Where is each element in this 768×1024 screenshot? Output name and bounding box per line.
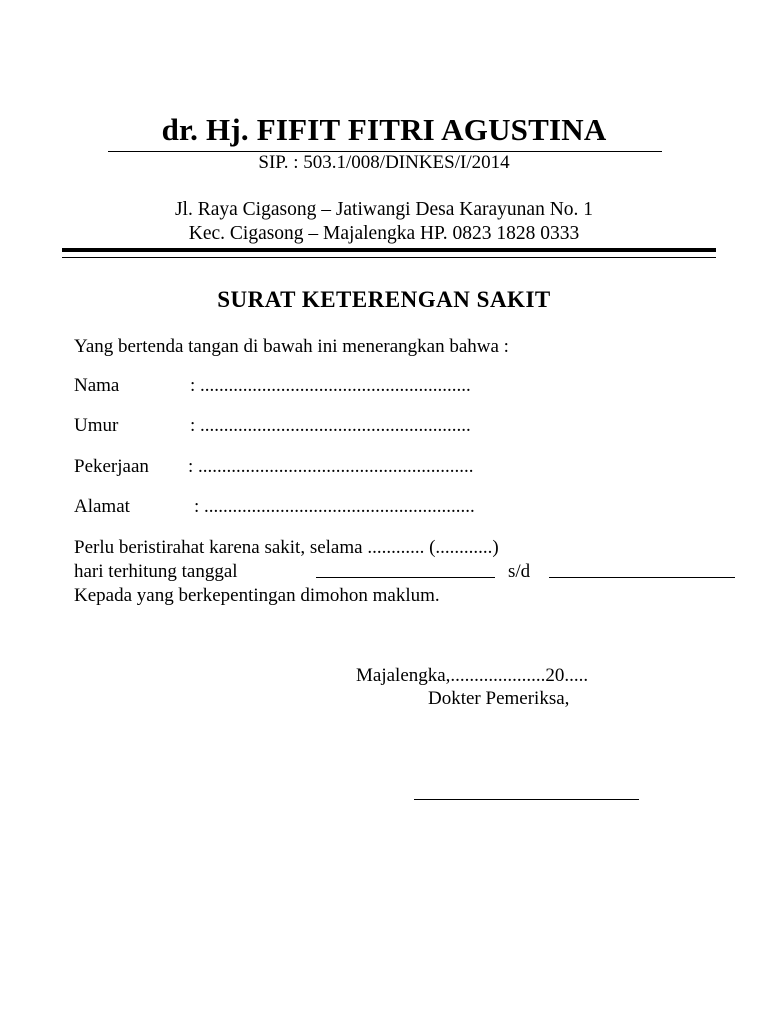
closing-text: Kepada yang berkepentingan dimohon maklum. <box>74 585 440 606</box>
sip-number: SIP. : 503.1/008/DINKES/I/2014 <box>258 152 510 173</box>
signature-line <box>414 799 639 800</box>
intro-text: Yang bertenda tangan di bawah ini menerangkan bahwa : <box>74 336 509 357</box>
date-line-prefix: hari terhitung tanggal <box>74 561 238 582</box>
date-line-sd: s/d <box>508 561 531 582</box>
field-label-nama: Nama <box>74 375 120 396</box>
field-value-alamat: : ......................................................... <box>194 496 475 517</box>
field-value-nama: : ......................................................... <box>190 375 471 396</box>
address-line-2: Kec. Cigasong – Majalengka HP. 0823 1828 0333 <box>188 223 580 244</box>
document-title: SURAT KETERENGAN SAKIT <box>217 287 551 312</box>
start-date-blank <box>316 577 495 578</box>
end-date-blank <box>549 577 735 578</box>
field-value-pekerjaan: : .......................................................... <box>188 456 474 477</box>
doctor-name: dr. Hj. FIFIT FITRI AGUSTINA <box>161 112 607 147</box>
field-label-umur: Umur <box>74 415 119 436</box>
address-line-1: Jl. Raya Cigasong – Jatiwangi Desa Karayunan No. 1 <box>174 199 594 220</box>
letterhead-thin-rule <box>62 257 716 258</box>
field-label-pekerjaan: Pekerjaan <box>74 456 149 477</box>
signer-role: Dokter Pemeriksa, <box>428 688 570 709</box>
field-value-umur: : ......................................................... <box>190 415 471 436</box>
field-label-alamat: Alamat <box>74 496 130 517</box>
rest-period-text: Perlu beristirahat karena sakit, selama ............ (............) <box>74 537 499 558</box>
letterhead-thick-rule <box>62 248 716 252</box>
place-date: Majalengka,....................20..... <box>356 665 589 686</box>
